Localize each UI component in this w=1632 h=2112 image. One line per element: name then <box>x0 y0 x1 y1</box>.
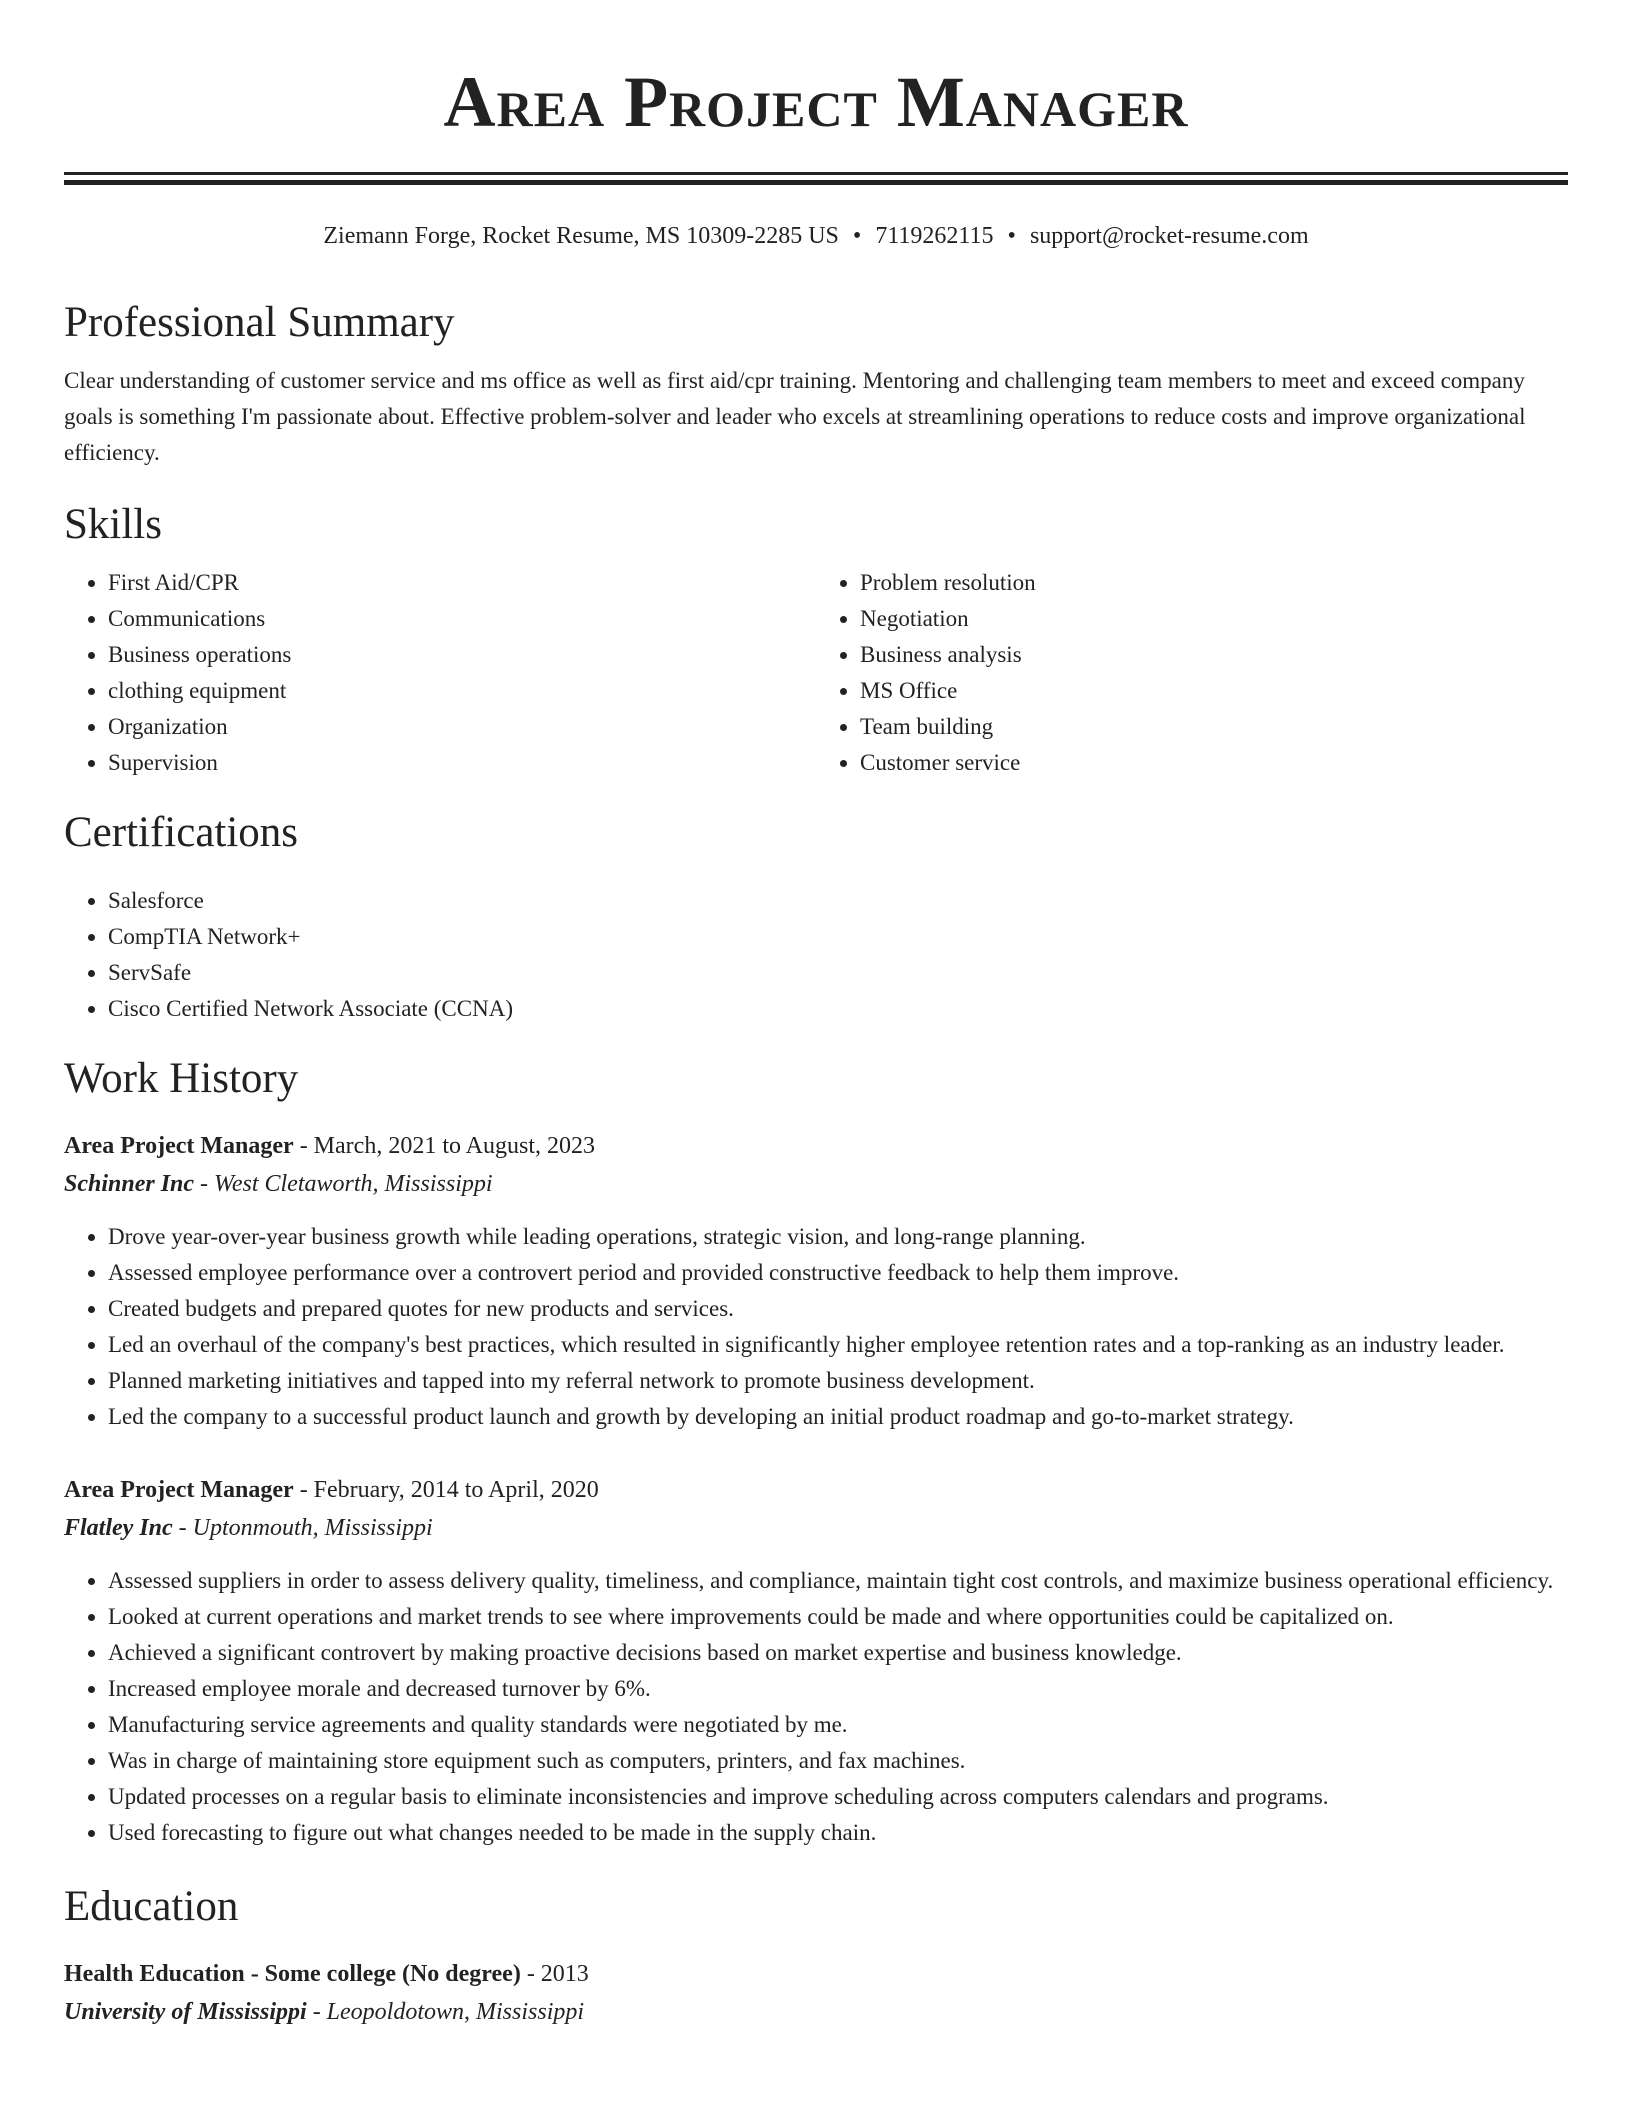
job-bullet: • Created budgets and prepared quotes for new products and services. <box>108 1291 1568 1327</box>
certifications-section <box>64 807 1568 1027</box>
certification-item: • CompTIA Network+ <box>108 919 1568 955</box>
section-heading-summary: Professional Summary <box>64 299 455 346</box>
skill-item: • Problem resolution <box>860 565 1568 601</box>
job-company-line <box>64 1509 1568 1547</box>
skill-item: • Team building <box>860 709 1568 745</box>
education-section <box>64 1881 1568 2031</box>
skill-item: • Business analysis <box>860 637 1568 673</box>
job-title: Area Project Manager <box>64 1133 294 1159</box>
certification-item: • Cisco Certified Network Associate (CCNA) <box>108 991 1568 1027</box>
skill-item: • Negotiation <box>860 601 1568 637</box>
certification-item: • Salesforce <box>108 883 1568 919</box>
job-bullet: • Increased employee morale and decreased turnover by 6%. <box>108 1671 1568 1707</box>
certification-item: • ServSafe <box>108 955 1568 991</box>
certifications-list <box>64 883 1568 1027</box>
job-bullet: • Looked at current operations and market trends to see where improvements could be made and where opportunities could be capitalized on. <box>108 1599 1568 1635</box>
skill-item: • Business operations <box>108 637 816 673</box>
job-company: Flatley Inc <box>64 1515 173 1541</box>
job-dates: - March, 2021 to August, 2023 <box>293 1133 595 1159</box>
job-company: Schinner Inc <box>64 1171 195 1197</box>
job-bullet: • Updated processes on a regular basis to eliminate inconsistencies and improve scheduling across computers calendars and programs. <box>108 1779 1568 1815</box>
contact-separator: • <box>1007 223 1016 249</box>
section-heading-education: Education <box>64 1883 239 1930</box>
contact-line <box>64 221 1568 251</box>
work-history-section <box>64 1053 1568 1851</box>
education-school: University of Mississippi <box>64 1999 307 2025</box>
resume-title: Area Project Manager <box>443 62 1189 142</box>
job-bullet: • Achieved a significant controvert by making proactive decisions based on market expertise and business knowledge. <box>108 1635 1568 1671</box>
summary-text: Clear understanding of customer service and ms office as well as first aid/cpr training. Mentoring and challenging team members to meet and exceed company goals is something I'm passionate about. Effective problem-solver and leader who excels at streamlining operations to reduce costs and improve organizational efficiency. <box>64 368 1526 465</box>
skill-item: • Customer service <box>860 745 1568 781</box>
skill-item: • Communications <box>108 601 816 637</box>
job-location: - West Cletaworth, Mississippi <box>194 1171 493 1197</box>
skills-section <box>64 499 1568 781</box>
education-degree: Health Education - Some college (No degree) <box>64 1961 521 1987</box>
job-title: Area Project Manager <box>64 1477 294 1503</box>
contact-separator: • <box>852 223 862 249</box>
job-header <box>64 1471 1568 1509</box>
education-school-line <box>64 1993 1568 2031</box>
contact-email: support@rocket-resume.com <box>1029 223 1309 249</box>
job-header <box>64 1127 1568 1165</box>
job-bullet: • Drove year-over-year business growth while leading operations, strategic vision, and long-range planning. <box>108 1219 1568 1255</box>
skill-item: • MS Office <box>860 673 1568 709</box>
job-entry <box>64 1471 1568 1851</box>
job-entry <box>64 1127 1568 1435</box>
education-header <box>64 1955 1568 1993</box>
job-bullets <box>64 1563 1568 1851</box>
job-company-line <box>64 1165 1568 1203</box>
education-year: - 2013 <box>520 1961 589 1987</box>
skill-item: • Organization <box>108 709 816 745</box>
skills-list-left <box>64 565 816 781</box>
resume-page <box>64 0 1568 2031</box>
job-location: - Uptonmouth, Mississippi <box>172 1515 433 1541</box>
header-rule-thick <box>64 180 1568 185</box>
job-dates: - February, 2014 to April, 2020 <box>293 1477 599 1503</box>
skill-item: • Supervision <box>108 745 816 781</box>
header-rule-thin <box>64 172 1568 175</box>
contact-address: Ziemann Forge, Rocket Resume, MS 10309-2285 US <box>323 223 839 249</box>
job-bullet: • Manufacturing service agreements and quality standards were negotiated by me. <box>108 1707 1568 1743</box>
job-bullet: • Assessed suppliers in order to assess delivery quality, timeliness, and compliance, maintain tight cost controls, and maximize business operational efficiency. <box>108 1563 1568 1599</box>
education-location: - Leopoldotown, Mississippi <box>306 1999 585 2025</box>
job-bullet: • Planned marketing initiatives and tapped into my referral network to promote business development. <box>108 1363 1568 1399</box>
skills-columns <box>64 565 1568 781</box>
job-bullet: • Assessed employee performance over a controvert period and provided constructive feedback to help them improve. <box>108 1255 1568 1291</box>
job-bullet: • Was in charge of maintaining store equipment such as computers, printers, and fax machines. <box>108 1743 1568 1779</box>
job-bullets <box>64 1219 1568 1435</box>
section-heading-skills: Skills <box>64 501 162 548</box>
section-heading-work-history: Work History <box>64 1055 299 1102</box>
skill-item: • clothing equipment <box>108 673 816 709</box>
contact-phone: 7119262115 <box>875 223 994 249</box>
skill-item: • First Aid/CPR <box>108 565 816 601</box>
summary-section <box>64 297 1568 471</box>
job-bullet: • Used forecasting to figure out what changes needed to be made in the supply chain. <box>108 1815 1568 1851</box>
job-bullet: • Led the company to a successful product launch and growth by developing an initial product roadmap and go-to-market strategy. <box>108 1399 1568 1435</box>
skills-list-right <box>816 565 1568 781</box>
job-bullet: • Led an overhaul of the company's best practices, which resulted in significantly higher employee retention rates and a top-ranking as an industry leader. <box>108 1327 1568 1363</box>
section-heading-certifications: Certifications <box>64 809 299 856</box>
